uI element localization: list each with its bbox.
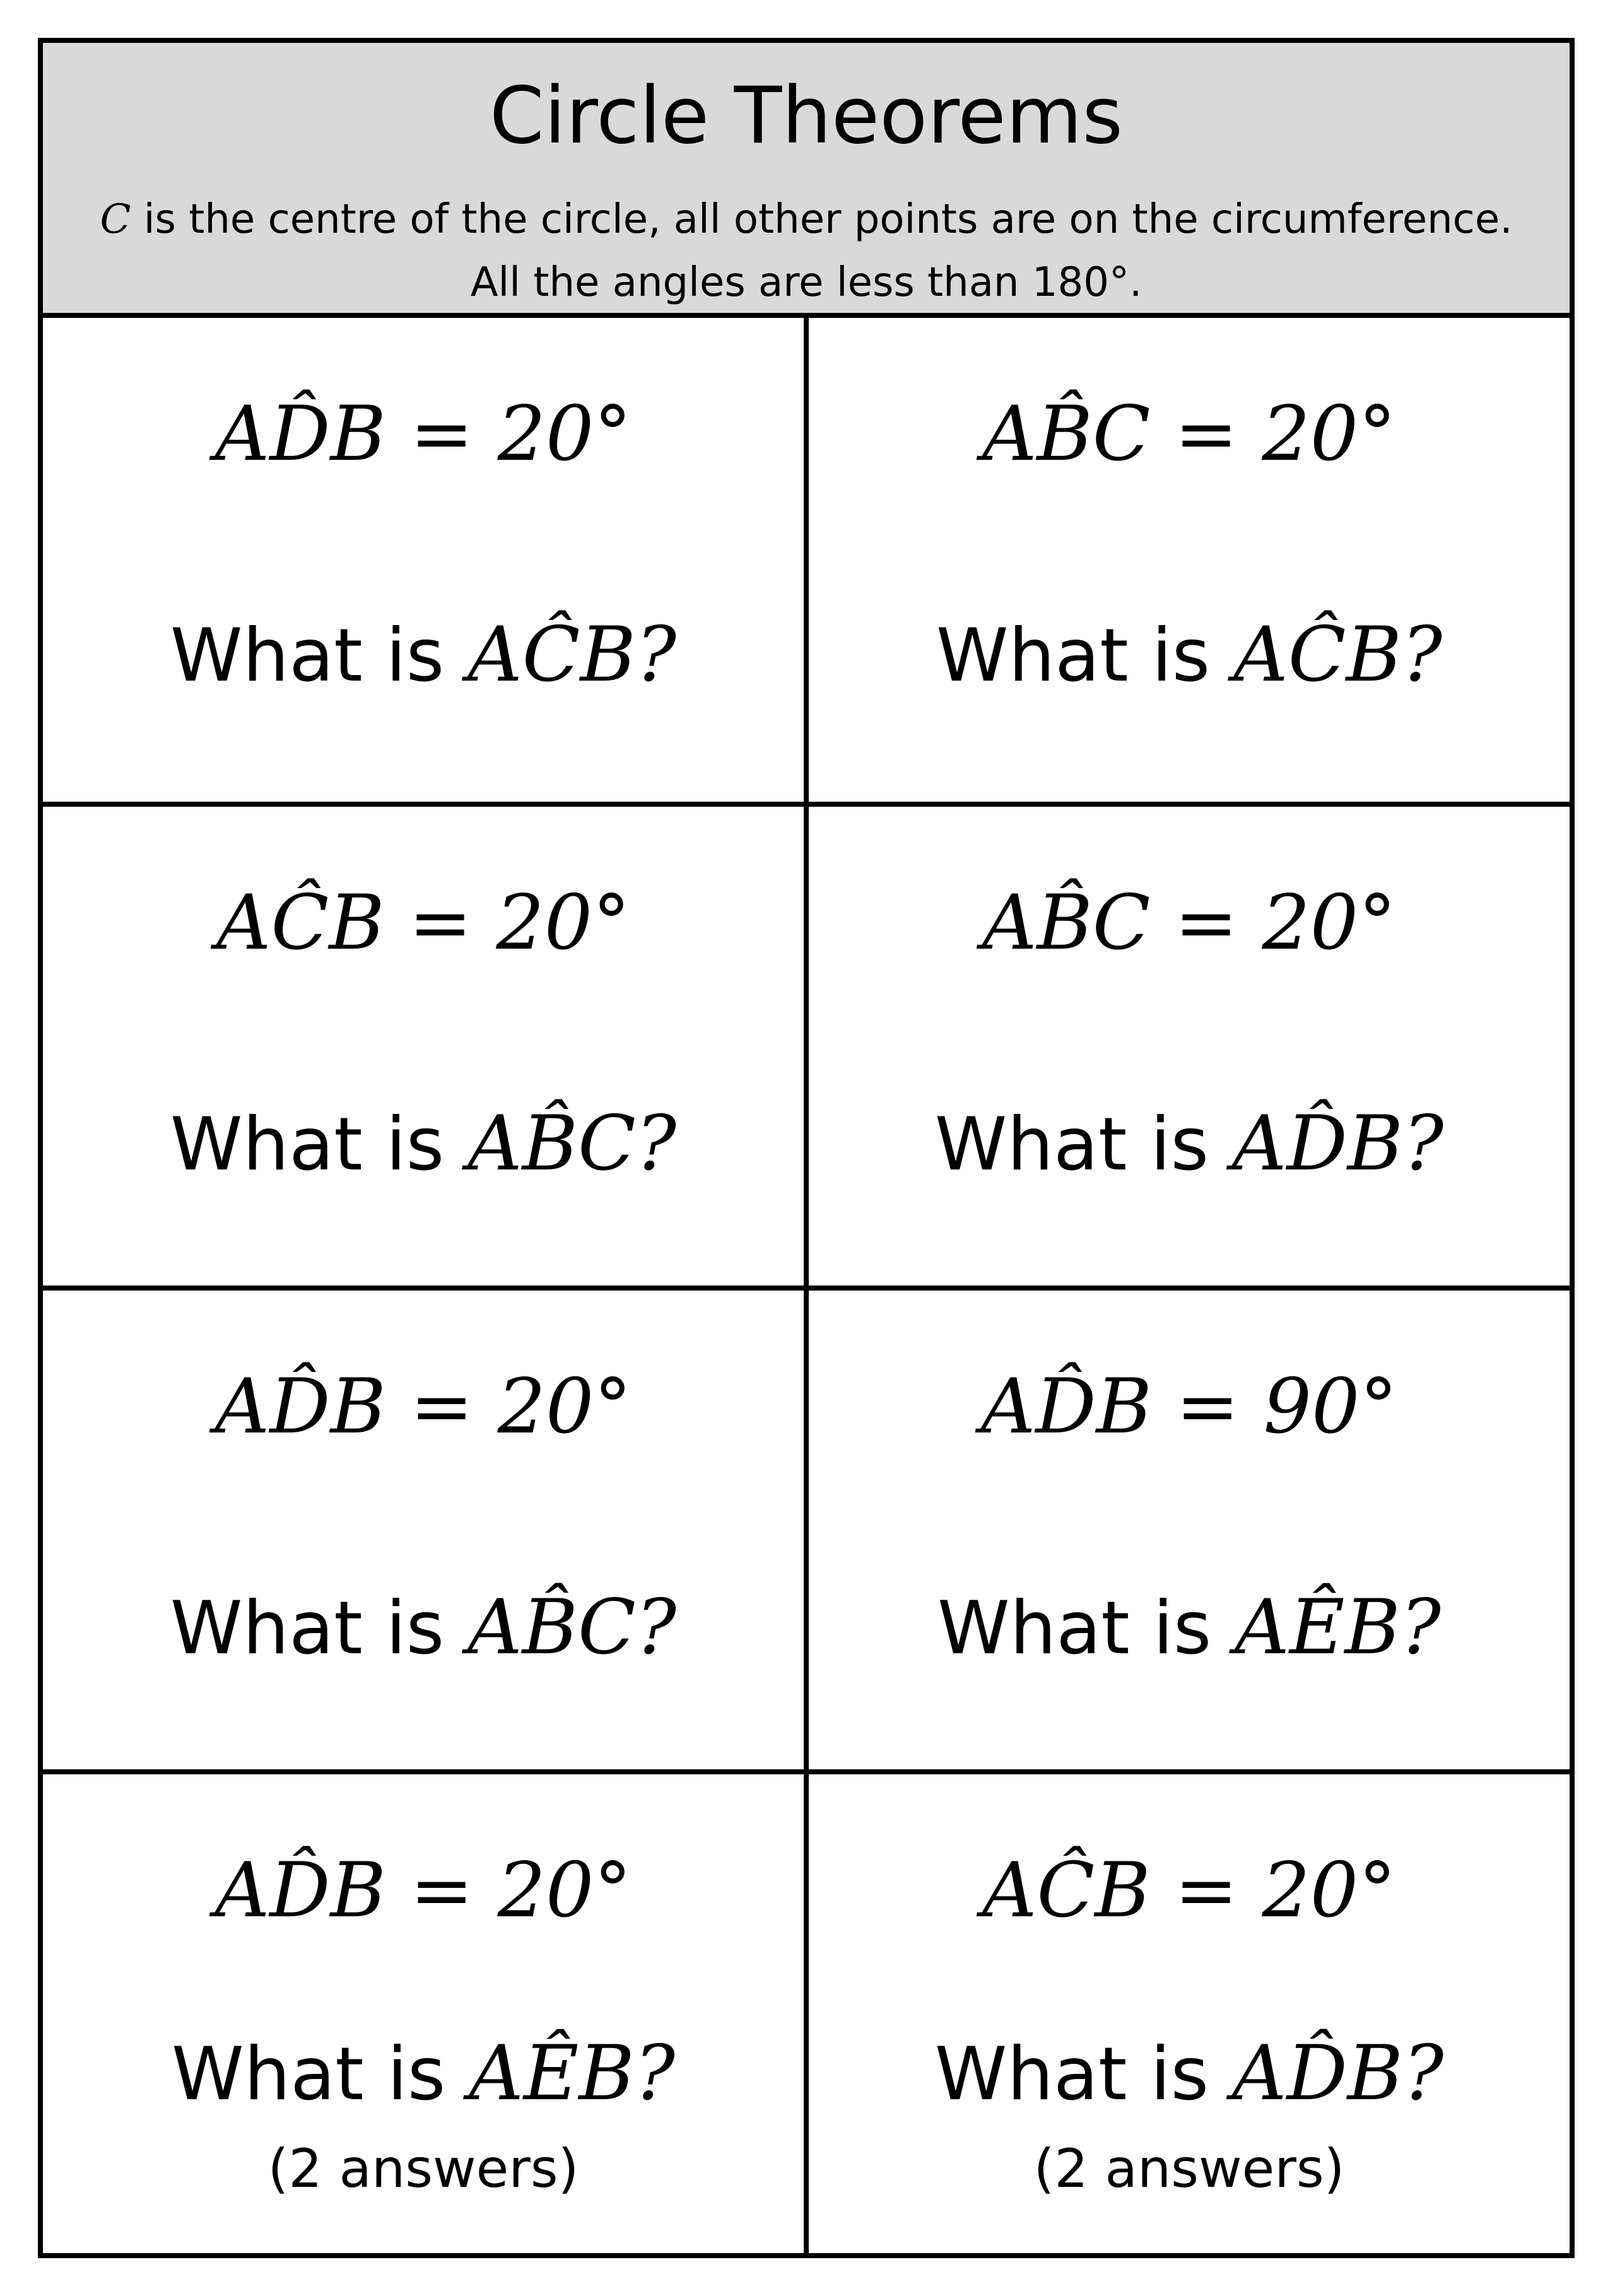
question-text <box>43 608 804 703</box>
worksheet-header <box>43 43 1570 318</box>
given-angle: AB̂C = 20° <box>982 390 1397 478</box>
given-angle: AD̂B = 20° <box>214 390 632 478</box>
question-prefix: What is <box>934 2032 1232 2117</box>
question-prefix: What is <box>170 613 468 698</box>
instructions-line-1 <box>43 188 1570 251</box>
page-title: Circle Theorems <box>489 71 1124 161</box>
question-text <box>809 1581 1570 1676</box>
question-angle: AÊB? <box>1235 1584 1441 1672</box>
question-text <box>43 2027 804 2122</box>
answer-count-note: (2 answers) <box>1033 2138 1345 2199</box>
question-card-1 <box>43 318 804 802</box>
question-angle: AD̂B? <box>1231 2030 1444 2117</box>
question-prefix: What is <box>170 1586 468 1671</box>
question-angle: AĈB? <box>467 611 677 699</box>
worksheet <box>38 38 1575 2258</box>
given-angle: AĈB = 20° <box>216 879 631 967</box>
instructions-line-2: All the angles are less than 180°. <box>470 259 1142 306</box>
question-text <box>809 608 1570 703</box>
answer-count-note: (2 answers) <box>267 2138 579 2199</box>
grid-divider-horizontal <box>43 802 1570 807</box>
given-angle: AB̂C = 20° <box>982 879 1397 967</box>
question-text <box>809 1097 1570 1192</box>
question-angle: AĈB? <box>1233 611 1443 699</box>
given-angle: AD̂B = 20° <box>214 1847 632 1935</box>
question-prefix: What is <box>936 613 1234 698</box>
given-angle: AD̂B = 20° <box>214 1363 632 1451</box>
question-prefix: What is <box>934 1102 1232 1187</box>
question-angle: AB̂C? <box>467 1584 677 1672</box>
instructions-text-1: is the centre of the circle, all other points are on the circumference. <box>131 196 1513 243</box>
given-angle: AĈB = 20° <box>982 1847 1397 1935</box>
question-card-8 <box>809 1774 1570 2258</box>
question-text <box>809 2027 1570 2122</box>
question-card-2 <box>809 318 1570 802</box>
question-card-7 <box>43 1774 804 2258</box>
question-grid <box>43 318 1570 2253</box>
question-prefix: What is <box>937 1586 1235 1671</box>
question-card-5 <box>43 1291 804 1774</box>
question-card-4 <box>809 807 1570 1291</box>
question-text <box>43 1097 804 1192</box>
given-angle: AD̂B = 90° <box>980 1363 1398 1451</box>
question-angle: AD̂B? <box>1231 1100 1444 1188</box>
question-prefix: What is <box>172 2032 469 2117</box>
question-card-3 <box>43 807 804 1291</box>
question-text <box>43 1581 804 1676</box>
centre-variable: C <box>100 196 131 243</box>
question-angle: AÊB? <box>469 2030 675 2117</box>
question-angle: AB̂C? <box>467 1100 677 1188</box>
question-prefix: What is <box>170 1102 468 1187</box>
instructions <box>43 188 1570 314</box>
question-card-6 <box>809 1291 1570 1774</box>
